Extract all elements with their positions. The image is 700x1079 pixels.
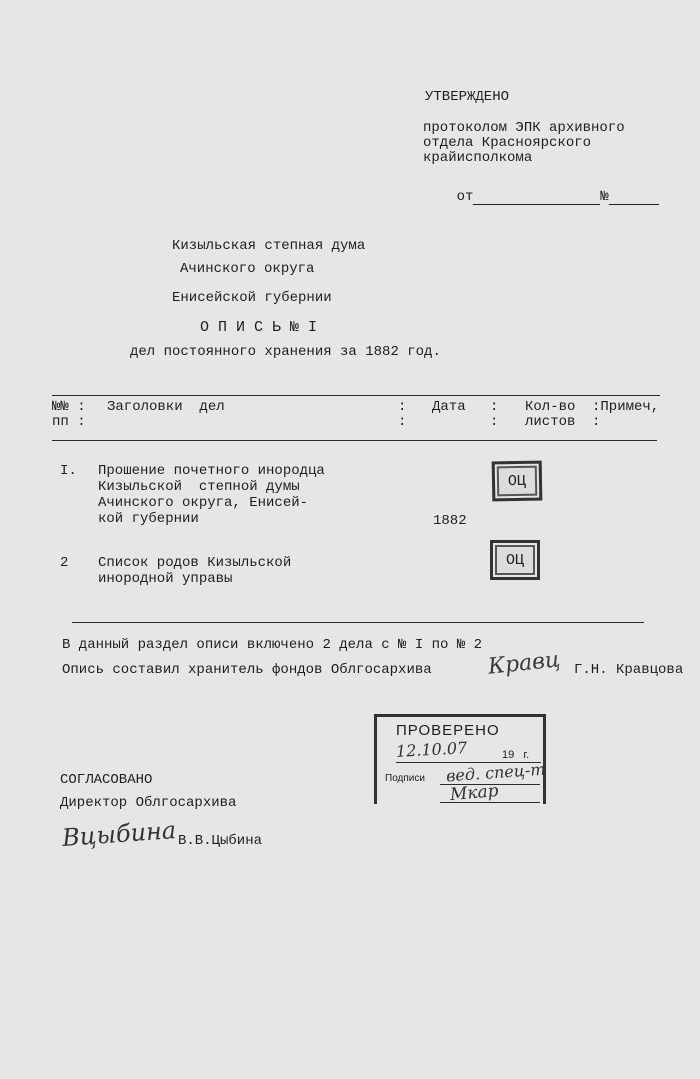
header-sep-2a: : [490, 399, 499, 415]
header-sep-3: : [592, 414, 601, 430]
table-header-rule [52, 440, 657, 441]
row-1-oc-stamp: ОЦ [492, 461, 543, 502]
summary-line-2: Опись составил хранитель фондов Облгосархива [62, 662, 432, 678]
approval-line-3: крайисполкома [423, 150, 533, 166]
inventory-title: О П И С Ь № I [200, 319, 318, 336]
row-1-title-line-1: Прошение почетного инородца [98, 463, 325, 479]
row-1-title-line-2: Кизыльской степной думы [98, 479, 300, 495]
table-top-rule [52, 395, 660, 396]
approval-line-1: протоколом ЭПК архивного [423, 120, 625, 136]
agreed-heading: СОГЛАСОВАНО [60, 772, 153, 788]
compiler-name: Г.Н. Кравцова [574, 662, 684, 678]
header-sheets-line-1: Кол-во [525, 399, 576, 415]
approval-number-blank [609, 190, 659, 205]
header-sep-1b: : [398, 414, 407, 430]
header-notes: :Примеч, [592, 399, 660, 415]
header-sheets-line-2: листов [525, 414, 576, 430]
checked-stamp-sign-label: Подписи [385, 773, 425, 784]
header-date: Дата [432, 399, 466, 415]
checked-stamp-date: 12.10.07 [395, 738, 468, 761]
header-sep-2b: : [490, 414, 499, 430]
checked-stamp-sign-1: вед. спец-т [445, 759, 547, 786]
approval-line-2: отдела Красноярского [423, 135, 592, 151]
row-1-date: 1882 [433, 513, 467, 529]
compiler-signature: Кравц [486, 647, 562, 680]
header-sep-1a: : [398, 399, 407, 415]
inventory-subtitle: дел постоянного хранения за 1882 год. [130, 344, 441, 360]
checked-stamp-sign-rule-2 [440, 802, 540, 803]
agreed-position: Директор Облгосархива [60, 795, 237, 811]
header-num-line-1: №№ : [52, 399, 86, 415]
director-name: В.В.Цыбина [178, 833, 263, 849]
row-1-num: I. [60, 463, 77, 479]
approval-number-label: № [600, 189, 609, 205]
header-num-line-2: пп : [52, 414, 86, 430]
org-line-2: Ачинского округа [180, 261, 315, 277]
row-1-title-line-3: Ачинского округа, Енисей- [98, 495, 309, 511]
row-1-title-line-4: кой губернии [98, 511, 199, 527]
checked-stamp-sign-2: Мкар [449, 780, 500, 806]
org-line-3: Енисейской губернии [172, 290, 332, 306]
table-bottom-rule [72, 622, 644, 623]
summary-line-1: В данный раздел описи включено 2 дела с № I по № 2 [62, 637, 483, 653]
header-title: Заголовки дел [107, 399, 225, 415]
row-2-title-line-2: инородной управы [98, 571, 233, 587]
row-2-num: 2 [60, 555, 69, 571]
org-line-1: Кизыльская степная дума [172, 238, 366, 254]
row-2-oc-stamp: ОЦ [490, 540, 540, 580]
checked-stamp-year: 19 г. [502, 749, 530, 761]
approval-date-blank [473, 190, 600, 205]
row-2-title-line-1: Список родов Кизыльской [98, 555, 292, 571]
director-signature: Вцыбина [61, 816, 177, 852]
approval-heading: УТВЕРЖДЕНО [425, 89, 510, 105]
checked-stamp-title: ПРОВЕРЕНО [396, 722, 500, 739]
approval-from-label: от [456, 189, 474, 205]
approval-date-line [423, 173, 659, 221]
